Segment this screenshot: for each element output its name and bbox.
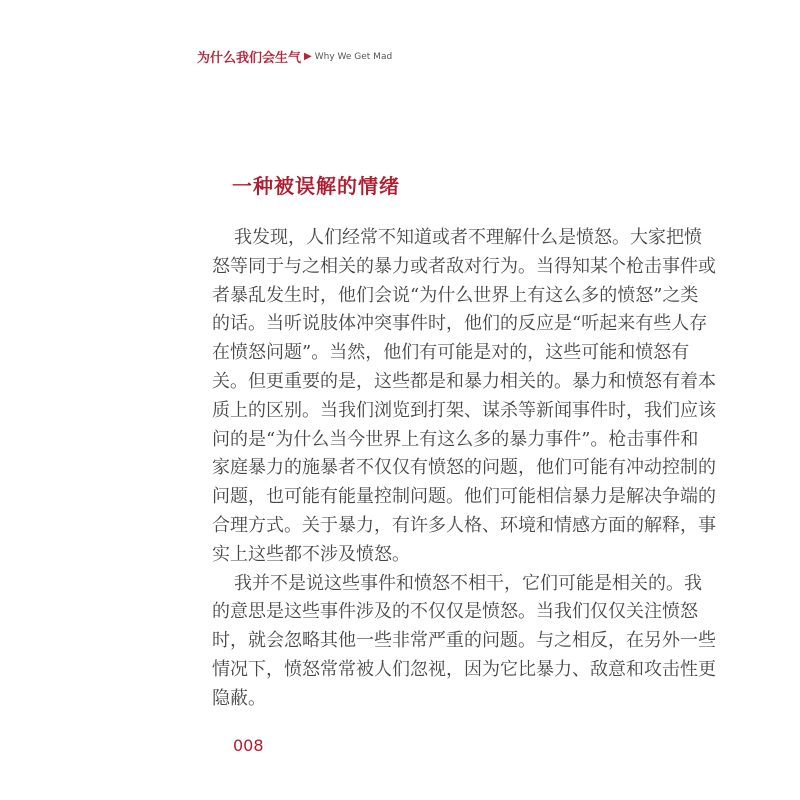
text-line: 的话。当听说肢体冲突事件时，他们的反应是“听起来有些人存 (212, 313, 708, 335)
text-line: 隐蔽。 (212, 687, 266, 709)
text-line: 怒等同于与之相关的暴力或者敌对行为。当得知某个枪击事件或 (212, 255, 716, 277)
text-line: 者暴乱发生时，他们会说“为什么世界上有这么多的愤怒”之类 (212, 284, 699, 306)
arrow-icon: ▶ (304, 51, 312, 62)
text-line: 的意思是这些事件涉及的不仅仅是愤怒。当我们仅仅关注愤怒 (212, 601, 698, 623)
text-line: 我并不是说这些事件和愤怒不相干，它们可能是相关的。我 (234, 572, 702, 594)
text-line: 家庭暴力的施暴者不仅仅有愤怒的问题，他们可能有冲动控制的 (212, 457, 716, 479)
text-line: 问的是“为什么当今世界上有这么多的暴力事件”。枪击事件和 (212, 428, 699, 450)
text-line: 问题，也可能有能量控制问题。他们可能相信暴力是解决争端的 (212, 486, 716, 508)
chapter-title-zh: 为什么我们会生气 (197, 51, 302, 66)
page-number: 008 (233, 736, 264, 755)
text-line: 情况下，愤怒常常被人们忽视，因为它比暴力、敌意和攻击性更 (212, 658, 716, 680)
text-line: 在愤怒问题”。当然，他们有可能是对的，这些可能和愤怒有 (212, 342, 690, 364)
text-line: 我发现，人们经常不知道或者不理解什么是愤怒。大家把愤 (234, 227, 702, 248)
section-title: 一种被误解的情绪 (232, 174, 400, 198)
paragraph-1 (212, 224, 716, 570)
text-line: 合理方式。关于暴力，有许多人格、环境和情感方面的解释，事 (212, 514, 716, 536)
running-header (197, 47, 392, 66)
text-line: 关。但更重要的是，这些都是和暴力相关的。暴力和愤怒有着本 (212, 370, 716, 392)
text-line: 实上这些都不涉及愤怒。 (212, 543, 410, 565)
chapter-title-en: Why We Get Mad (314, 51, 393, 62)
text-line: 质上的区别。当我们浏览到打架、谋杀等新闻事件时，我们应该 (212, 399, 716, 421)
paragraph-2 (212, 570, 716, 714)
text-line: 时，就会忽略其他一些非常严重的问题。与之相反，在另外一些 (212, 630, 716, 652)
body-text (212, 224, 716, 714)
